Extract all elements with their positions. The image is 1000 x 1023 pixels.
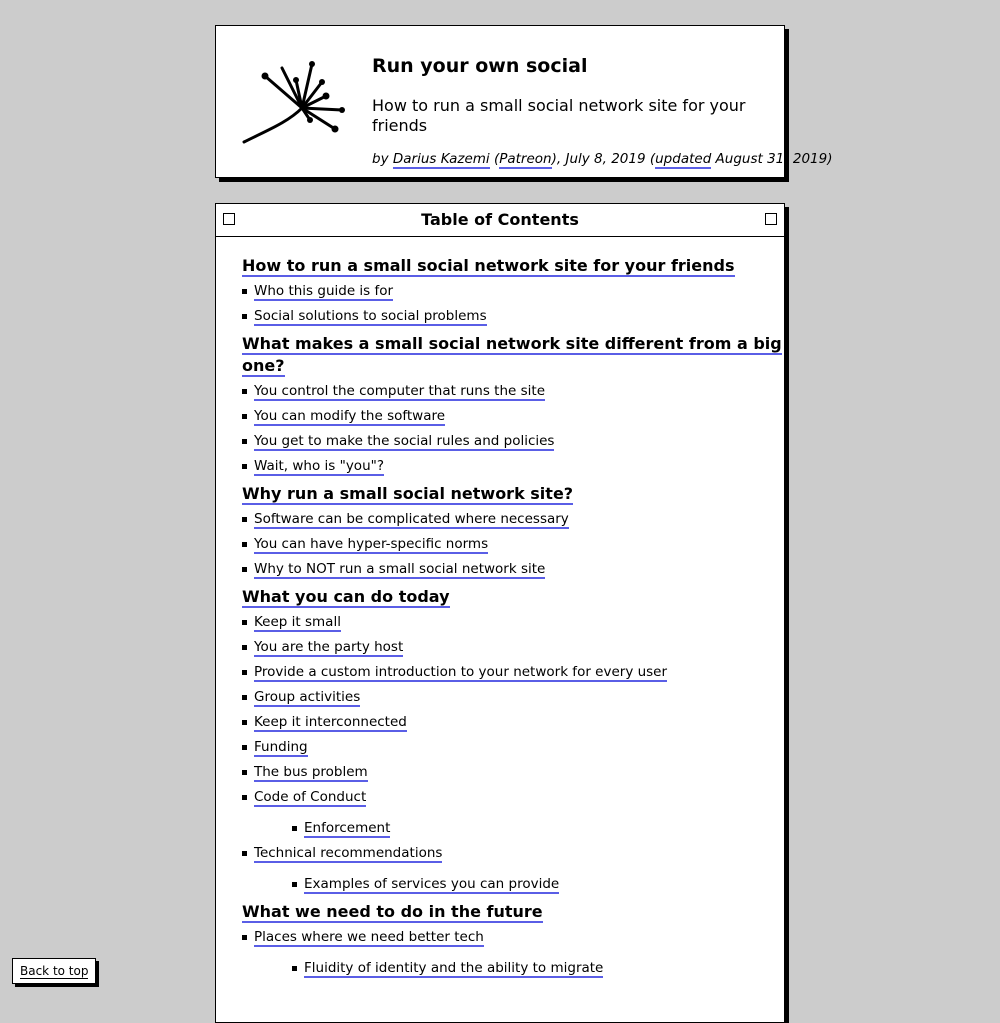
toc-sublist: [254, 876, 784, 893]
toc-body: [216, 237, 784, 977]
header-text: [372, 54, 833, 168]
toc-subitem-link[interactable]: Examples of services you can provide: [304, 876, 560, 892]
toc-section-heading: [242, 483, 784, 505]
toc-subitem-link[interactable]: Fluidity of identity and the ability to migrate: [304, 960, 604, 976]
toc-item: [242, 845, 784, 893]
toc-left-checkbox-icon[interactable]: [223, 213, 235, 225]
byline: [372, 150, 833, 168]
toc-item: [242, 664, 784, 681]
toc-item: [242, 308, 784, 325]
toc-item-link[interactable]: Provide a custom introduction to your network for every user: [254, 664, 668, 680]
toc-section-link[interactable]: What we need to do in the future: [242, 902, 543, 921]
toc-section-link[interactable]: What you can do today: [242, 587, 450, 606]
toc-item-link[interactable]: Who this guide is for: [254, 283, 394, 299]
toc-header: [216, 204, 784, 237]
toc-item: [242, 511, 784, 528]
toc-item: [242, 929, 784, 977]
toc-sublist: [254, 960, 784, 977]
toc-section-list: [242, 283, 784, 325]
toc-item: [242, 764, 784, 781]
toc-item: [242, 458, 784, 475]
toc-section-heading: [242, 333, 784, 377]
toc-subitem: [254, 960, 784, 977]
byline-by: by: [372, 151, 393, 167]
back-to-top-link[interactable]: Back to top: [20, 964, 89, 978]
toc-item-link[interactable]: Why to NOT run a small social network site: [254, 561, 546, 577]
toc-item-link[interactable]: Funding: [254, 739, 308, 755]
toc-item-link[interactable]: You can modify the software: [254, 408, 446, 424]
toc-section-link[interactable]: What makes a small social network site different from a big one?: [242, 334, 782, 375]
toc-section-link[interactable]: Why run a small social network site?: [242, 484, 574, 503]
toc-item: [242, 789, 784, 837]
toc-item-link[interactable]: You control the computer that runs the site: [254, 383, 546, 399]
toc-item: [242, 433, 784, 450]
toc-item: [242, 714, 784, 731]
toc-item: [242, 739, 784, 756]
toc-subitem-link[interactable]: Enforcement: [304, 820, 391, 836]
toc-item-link[interactable]: Social solutions to social problems: [254, 308, 487, 324]
toc-item-link[interactable]: You get to make the social rules and policies: [254, 433, 555, 449]
toc-item: [242, 614, 784, 631]
toc-item: [242, 689, 784, 706]
toc-item: [242, 561, 784, 578]
toc-section-list: [242, 614, 784, 893]
page-subtitle: How to run a small social network site for your friends: [372, 96, 746, 135]
toc-item-link[interactable]: You can have hyper-specific norms: [254, 536, 489, 552]
toc-section-heading: [242, 901, 784, 923]
toc-item: [242, 536, 784, 553]
toc-sublist: [254, 820, 784, 837]
toc-item-link[interactable]: Keep it interconnected: [254, 714, 407, 730]
toc-item-link[interactable]: Wait, who is "you"?: [254, 458, 384, 474]
toc-item-link[interactable]: Code of Conduct: [254, 789, 367, 805]
toc-item-link[interactable]: Places where we need better tech: [254, 929, 484, 945]
toc-section-heading: [242, 255, 784, 277]
toc-item-link[interactable]: Group activities: [254, 689, 361, 705]
toc-item: [242, 383, 784, 400]
table-of-contents: [215, 203, 785, 1023]
updated-link[interactable]: updated: [655, 151, 712, 167]
toc-subitem: [254, 876, 784, 893]
toc-item-link[interactable]: The bus problem: [254, 764, 368, 780]
toc-item-link[interactable]: You are the party host: [254, 639, 404, 655]
toc-section-heading: [242, 586, 784, 608]
toc-item-link[interactable]: Technical recommendations: [254, 845, 443, 861]
page-title: Run your own social: [372, 55, 588, 77]
header-card: [215, 25, 833, 178]
toc-section-link[interactable]: How to run a small social network site for your friends: [242, 256, 735, 275]
toc-item-link[interactable]: Keep it small: [254, 614, 341, 630]
toc-item-link[interactable]: Software can be complicated where necessary: [254, 511, 569, 527]
back-to-top-box: [12, 958, 96, 984]
toc-section-list: [242, 511, 784, 578]
toc-section-list: [242, 383, 784, 475]
toc-item: [242, 639, 784, 656]
toc-right-checkbox-icon[interactable]: [765, 213, 777, 225]
toc-title: Table of Contents: [421, 210, 579, 229]
byline-open-paren: (: [489, 151, 500, 167]
byline-date: ), July 8, 2019 (: [551, 151, 656, 167]
toc-item: [242, 283, 784, 300]
byline-updated-date: August 31, 2019): [711, 151, 833, 167]
dandelion-logo-icon: [238, 56, 348, 146]
patreon-link[interactable]: Patreon: [499, 151, 552, 167]
author-link[interactable]: Darius Kazemi: [392, 151, 490, 167]
toc-section-list: [242, 929, 784, 977]
toc-item: [242, 408, 784, 425]
toc-subitem: [254, 820, 784, 837]
